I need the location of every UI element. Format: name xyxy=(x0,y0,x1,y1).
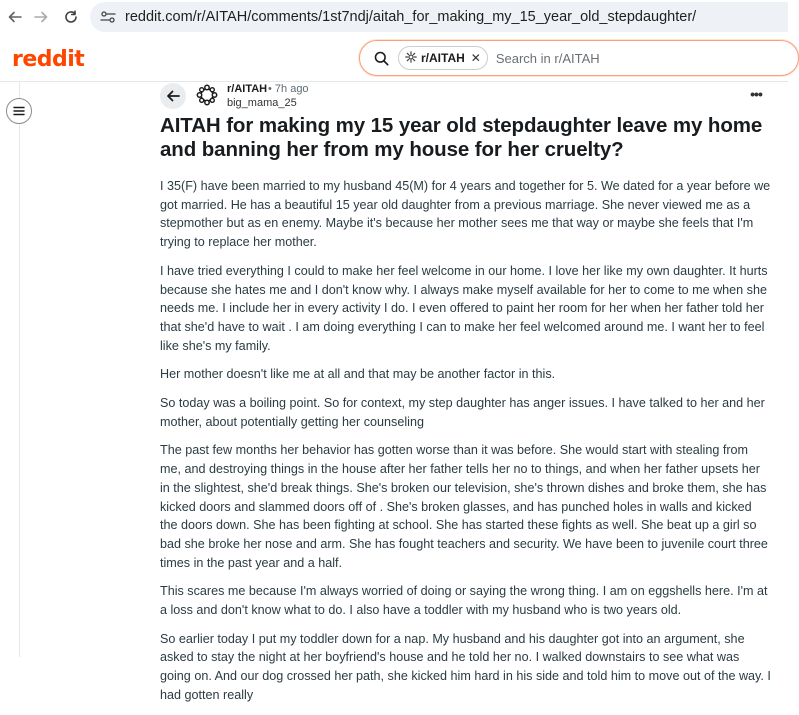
browser-forward-icon[interactable] xyxy=(30,6,52,28)
address-bar[interactable] xyxy=(90,2,788,32)
post-body xyxy=(160,177,772,715)
post-paragraph: Her mother doesn't like me at all and that may be another factor in this. xyxy=(160,367,556,382)
more-options-icon[interactable]: ••• xyxy=(750,86,762,102)
browser-back-icon[interactable] xyxy=(4,6,26,28)
post-title: AITAH for making my 15 year old stepdaughter leave my home and banning her from my house for her cruelty? xyxy=(160,114,763,161)
chip-close-icon[interactable]: ✕ xyxy=(470,51,481,65)
post-timestamp: • 7h ago xyxy=(268,83,309,95)
subreddit-avatar-icon[interactable] xyxy=(196,84,218,106)
reddit-header xyxy=(0,34,788,82)
arrow-left-icon xyxy=(166,90,180,102)
search-bar[interactable] xyxy=(359,40,799,76)
search-chip-label: r/AITAH xyxy=(421,51,465,65)
hamburger-icon xyxy=(13,106,25,116)
search-icon xyxy=(373,50,389,66)
subreddit-search-chip[interactable] xyxy=(398,46,488,70)
post-paragraph: The past few months her behavior has gotten worse than it was before. She would start with stealing from me, and destroying things in the house after her father tells her no to things, and when her father upsets her in the slightest, she'd break things. She's broken our television, she's thrown dishes and broke them, she has kicked doors and slammed doors off of . She's broken glasses, and has punched holes in walls and kicked the doors down. She has been fighting at school. She has started these fights as well. She beat up a girl so bad she broke her nose and arm. She has fought teachers and security. We have been to juvenile court three times in the past year and a half. xyxy=(160,443,768,570)
left-rail-divider xyxy=(19,82,20,657)
post-paragraph: So today was a boiling point. So for context, my step daughter has anger issues. I have talked to her and her mother, about potentially getting her counseling xyxy=(160,396,765,429)
post-paragraph: I 35(F) have been married to my husband 45(M) for 4 years and together for 5. We dated for a year before we got married. He has a beautiful 15 year old daughter from a previous marriage. She never viewed me as a stepmother but as en enemy. Maybe it's because her mother sees me that way or maybe she feels that I'm trying to replace her mother. xyxy=(160,179,771,250)
subreddit-name-link[interactable]: r/AITAH xyxy=(227,83,268,95)
back-button[interactable] xyxy=(160,83,186,109)
browser-toolbar xyxy=(0,0,788,34)
post-paragraph: This scares me because I'm always worried of doing or saying the wrong thing. I am on eggshells here. I'm at a loss and don't know what to do. I also have a toddler with my husband who is two years old. xyxy=(160,584,768,618)
reddit-logo[interactable]: reddit xyxy=(12,47,85,72)
site-settings-icon[interactable] xyxy=(98,7,118,27)
subreddit-gear-icon xyxy=(405,51,417,66)
browser-reload-icon[interactable] xyxy=(60,6,82,28)
search-input[interactable] xyxy=(496,51,746,66)
menu-toggle-button[interactable] xyxy=(6,98,32,124)
post-paragraph: I have tried everything I could to make her feel welcome in our home. I love her like my own daughter. It hurts because she hates me and I don't know why. I always make myself available for her to come to me when she needs me. I include her in every activity I do. I even offered to paint her room for her when her father told her that she'd have to wait . I am doing everything I can to make her feel welcomed around me. I want her to feel like she's my family. xyxy=(160,263,768,353)
post-paragraph: So earlier today I put my toddler down for a nap. My husband and his daughter got into an argument, she asked to stay the night at her boyfriend's house and he told her no. I walked downstairs to see what was going on. And our dog crossed her path, she kicked him hard in his side and told him to move out of the way. I had gotten really xyxy=(160,631,771,702)
author-link[interactable]: big_mama_25 xyxy=(227,97,297,109)
url-text[interactable]: reddit.com/r/AITAH/comments/1st7ndj/aitah_for_making_my_15_year_old_stepdaughter/ xyxy=(125,9,697,25)
